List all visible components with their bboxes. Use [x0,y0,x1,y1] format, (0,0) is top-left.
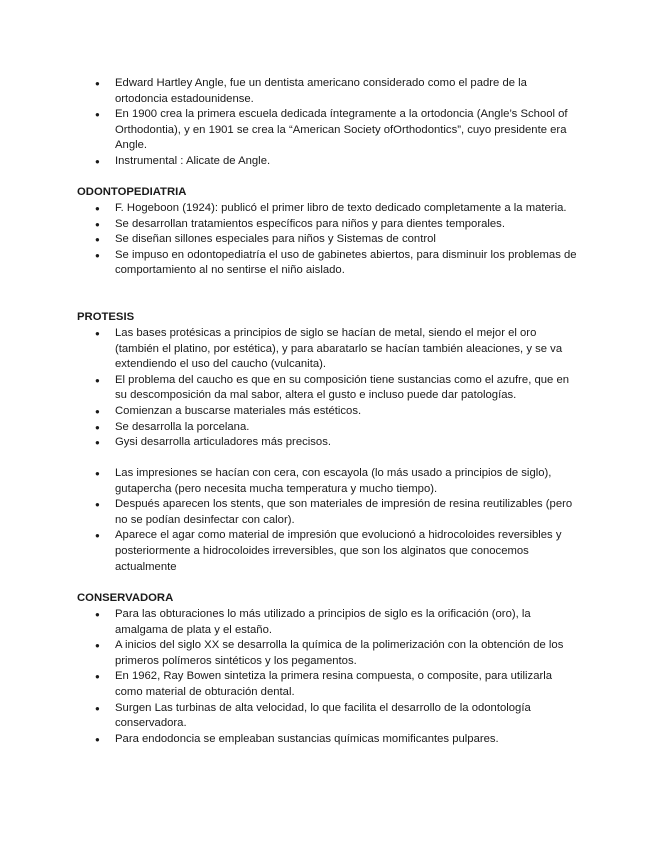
list-item: ● Surgen Las turbinas de alta velocidad, lo que facilita el desarrollo de la odontología conservadora. [0,701,580,732]
list-item: ● Las bases protésicas a principios de siglo se hacían de metal, siendo el mejor el oro (también el platino, por estética), y para abaratarlo se hacían también aleaciones, y se va extendiendo el uso del caucho (vulcanita). [0,326,580,373]
list-item: ● A inicios del siglo XX se desarrolla la química de la polimerización con la obtención de los primeros polímeros sintéticos y los pegamentos. [0,638,580,669]
list-item: ● Instrumental : Alicate de Angle. [0,154,580,170]
list-item: ● Se desarrolla la porcelana. [0,420,580,436]
list-item: ● Las impresiones se hacían con cera, con escayola (lo más usado a principios de siglo), gutapercha (pero necesita mucha temperatura y mucho tiempo). [0,466,580,497]
section-heading-protesis: PROTESIS [77,311,135,323]
list-item: ● Se desarrollan tratamientos específicos para niños y para dientes temporales. [0,217,580,233]
list-item: ● Aparece el agar como material de impresión que evolucionó a hidrocoloides reversibles y posteriormente a hidrocoloides irreversibles, que son los alginatos que conocemos actualmente [0,528,580,575]
odontopediatria-list [0,201,655,279]
section-heading-conservadora: CONSERVADORA [77,592,174,604]
intro-list [0,76,655,170]
list-item: ● Se diseñan sillones especiales para niños y Sistemas de control [0,232,580,248]
list-item: ● Para endodoncia se empleaban sustancias químicas momificantes pulpares. [0,732,580,748]
list-item: ● En 1962, Ray Bowen sintetiza la primera resina compuesta, o composite, para utilizarla como material de obturación dental. [0,669,580,700]
protesis-list-b [0,466,655,575]
list-item: ● En 1900 crea la primera escuela dedicada íntegramente a la ortodoncia (Angle’s School of Orthodontia), y en 1901 se crea la “American Society ofOrthodontics”, cuyo presidente era Angle. [0,107,580,154]
list-item: ● Gysi desarrolla articuladores más precisos. [0,435,580,451]
list-item: ● Para las obturaciones lo más utilizado a principios de siglo es la orificación (oro), la amalgama de plata y el estaño. [0,607,580,638]
protesis-list-a [0,326,655,451]
list-item: ● El problema del caucho es que en su composición tiene sustancias como el azufre, que en su descomposición da mal sabor, altera el gusto e incluso puede dar patologías. [0,373,580,404]
list-item: ● Después aparecen los stents, que son materiales de impresión de resina reutilizables (pero no se podían desinfectar con calor). [0,497,580,528]
list-item: ● Se impuso en odontopediatría el uso de gabinetes abiertos, para disminuir los problemas de comportamiento al no sentirse el niño aislado. [0,248,580,279]
list-item: ● Comienzan a buscarse materiales más estéticos. [0,404,580,420]
conservadora-list [0,607,655,747]
section-heading-odontopediatria: ODONTOPEDIATRIA [77,186,187,198]
list-item: ● Edward Hartley Angle, fue un dentista americano considerado como el padre de la ortodoncia estadounidense. [0,76,580,107]
list-item: ● F. Hogeboon (1924): publicó el primer libro de texto dedicado completamente a la materia. [0,201,580,217]
